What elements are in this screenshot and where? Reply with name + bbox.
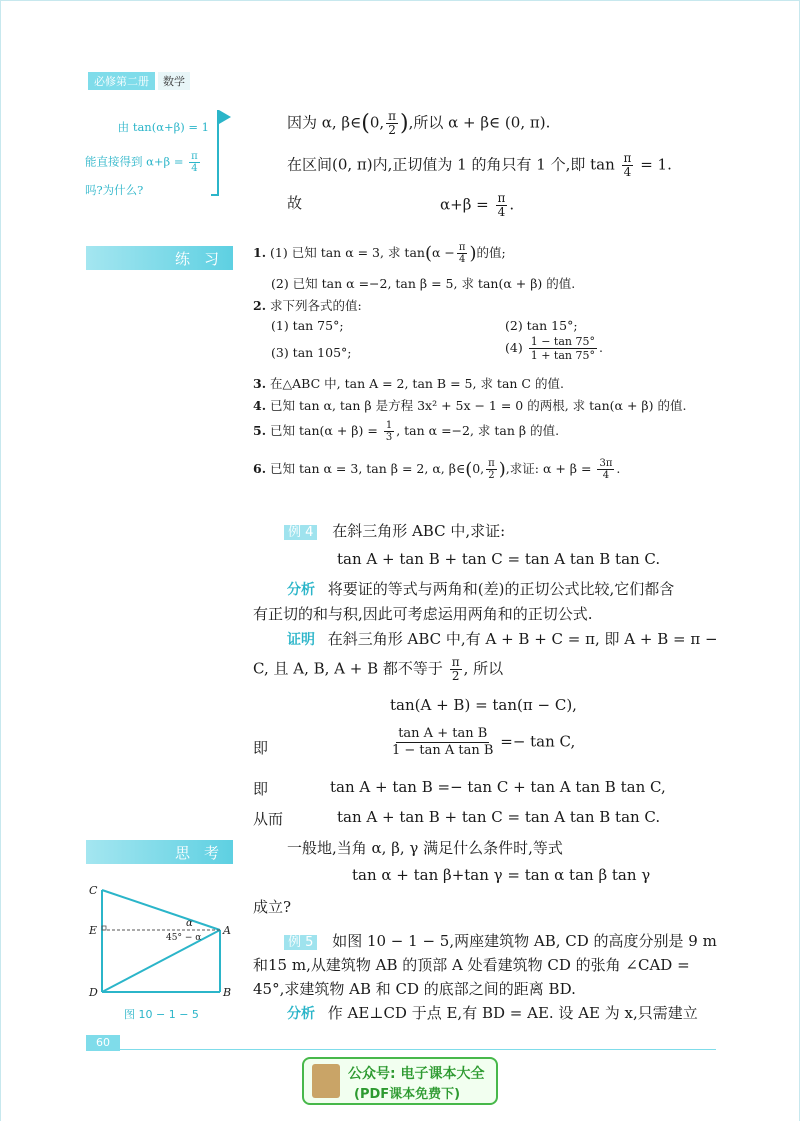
example4-eq4: tan A + tan B + tan C = tan A tan B tan C. [337,808,661,826]
example4-proof-2: C, 且 A, B, A + B 都不等于 $\frac{\pi}{2}$ , 所以 [253,655,504,683]
exercise-5: 5. 已知 tan(α + β) = $\frac{1}{3}$ , tan α =−2, 求 tan β 的值. [253,420,560,443]
side-note [85,110,215,199]
analysis-label: 分析 [287,582,315,598]
exercise-2-2: (2) tan 15°; [505,318,578,333]
footer-rule [86,1049,716,1050]
top-frac-3: $\frac{\pi}{4}$ [497,191,506,219]
example5-analysis: 分析 作 AE⊥CD 于点 E,有 BD = AE. 设 AE 为 x,只需建立 [287,1004,698,1022]
exercise-2-4: (4) $\frac{1 - \tan 75^\circ}{1 + \tan 75^\circ}$ . [505,335,603,362]
analysis-label-2: 分析 [287,1006,315,1022]
exercise-4: 4. 已知 tan α, tan β 是方程 3x² + 5x − 1 = 0 的两根, 求 tan(α + β) 的值. [253,398,687,413]
example5-line-2: 和15 m,从建筑物 AB 的顶部 A 处看建筑物 CD 的张角 ∠CAD = [253,956,690,974]
side-note-line1: 由 tan(α+β) = 1 [117,120,209,134]
page-frame-top [0,0,800,1]
header-tag [88,73,190,89]
side-note-line3: 吗?为什么? [85,183,144,197]
watermark [302,1057,498,1105]
page-number: 60 [86,1035,120,1051]
example4-ji2: 即 [253,780,269,798]
exercise-2: 2. 求下列各式的值: [253,298,362,313]
angle-45-alpha: 45° − α [166,933,202,943]
example4-statement: 例 4 在斜三角形 ABC 中,求证: [284,520,505,541]
example4-label: 例 4 [284,525,317,540]
example4-proof-1: 证明 在斜三角形 ABC 中,有 A + B + C = π, 即 A + B = π − [287,630,718,648]
example4-congr: 从而 [253,810,284,828]
segment-DA [102,930,220,992]
point-A: A [223,924,231,937]
example4-analysis-2: 有正切的和与积,因此可考虑运用两角和的正切公式. [253,605,593,623]
proof-label: 证明 [287,632,315,648]
example4-analysis-1: 分析 将要证的等式与两角和(差)的正切公式比较,它们都含 [287,580,675,598]
flag-icon [219,110,231,124]
point-C: C [89,884,98,897]
point-E: E [89,924,98,937]
book-logo-icon [312,1064,340,1098]
side-note-frac: $\frac{\pi}{4}$ [191,151,198,174]
figure-10-1-5 [86,878,236,1006]
exercise-1b: (2) 已知 tan α =−2, tan β = 5, 求 tan(α + β) 的值. [271,276,576,291]
example4-formula: tan A + tan B + tan C = tan A tan B tan C. [337,550,661,568]
example5-line-3: 45°,求建筑物 AB 和 CD 的底部之间的距离 BD. [253,980,576,998]
example4-eq1: tan(A + B) = tan(π − C), [390,696,577,714]
header-book: 必修第二册 [88,72,155,90]
think-bar: 思考 [86,840,233,864]
exercise-3: 3. 在△ABC 中, tan A = 2, tan B = 5, 求 tan C 的值. [253,376,564,391]
top-line-3: 故 α+β = $\frac{\pi}{4}$ . [287,191,515,219]
header-subject: 数学 [158,72,190,90]
point-B: B [223,986,232,999]
top-frac-1: $\frac{\pi}{2}$ [388,109,397,137]
point-D: D [89,986,98,999]
exercise-2-1: (1) tan 75°; [271,318,344,333]
top-line-2: 在区间(0, π)内,正切值为 1 的角只有 1 个,即 tan $\frac{\pi}{4}$ = 1. [287,151,672,179]
exercise-bar: 练习 [86,246,233,270]
think-line-1: 一般地,当角 α, β, γ 满足什么条件时,等式 [287,839,563,857]
exercise-1a: 1. (1) 已知 tan α = 3, 求 tan(α − $\frac{\pi}{4}$ )的值; [253,242,506,265]
segment-CA [102,890,220,930]
example4-eq3: tan A + tan B =− tan C + tan A tan B tan C, [330,778,666,796]
side-note-line2: 能直接得到 α+β = $\frac{\pi}{4}$ [85,151,198,174]
example5-line-1: 例 5 如图 10 − 1 − 5,两座建筑物 AB, CD 的高度分别是 9 m [284,930,717,951]
top-line-1: 因为 α, β∈(0, $\frac{\pi}{2}$ ),所以 α + β∈ (0, π). [287,109,551,137]
example5-label: 例 5 [284,935,317,950]
exercise-6: 6. 已知 tan α = 3, tan β = 2, α, β∈(0, $\frac{\pi}{2}$ ),求证: α + β = $\frac{3\pi}{4}$ . [253,458,621,481]
watermark-line-1: 公众号: 电子课本大全 [348,1066,485,1082]
page-frame-left [0,0,1,1121]
example4-eq2: $\frac{\text{tan A + tan B}}{\text{1 − tan A tan B}}$ =− tan C, [392,726,576,758]
think-formula: tan α + tan β+tan γ = tan α tan β tan γ [352,866,651,884]
example4-ji1: 即 [253,739,269,757]
watermark-line-2: (PDF课本免费下) [354,1087,461,1102]
think-line-3: 成立? [253,898,292,916]
top-frac-2: $\frac{\pi}{4}$ [623,151,632,179]
figure-caption: 图 10 − 1 − 5 [124,1008,199,1021]
angle-alpha: α [186,918,193,929]
exercise-2-3: (3) tan 105°; [271,345,352,360]
side-note-bracket-foot [211,194,219,196]
